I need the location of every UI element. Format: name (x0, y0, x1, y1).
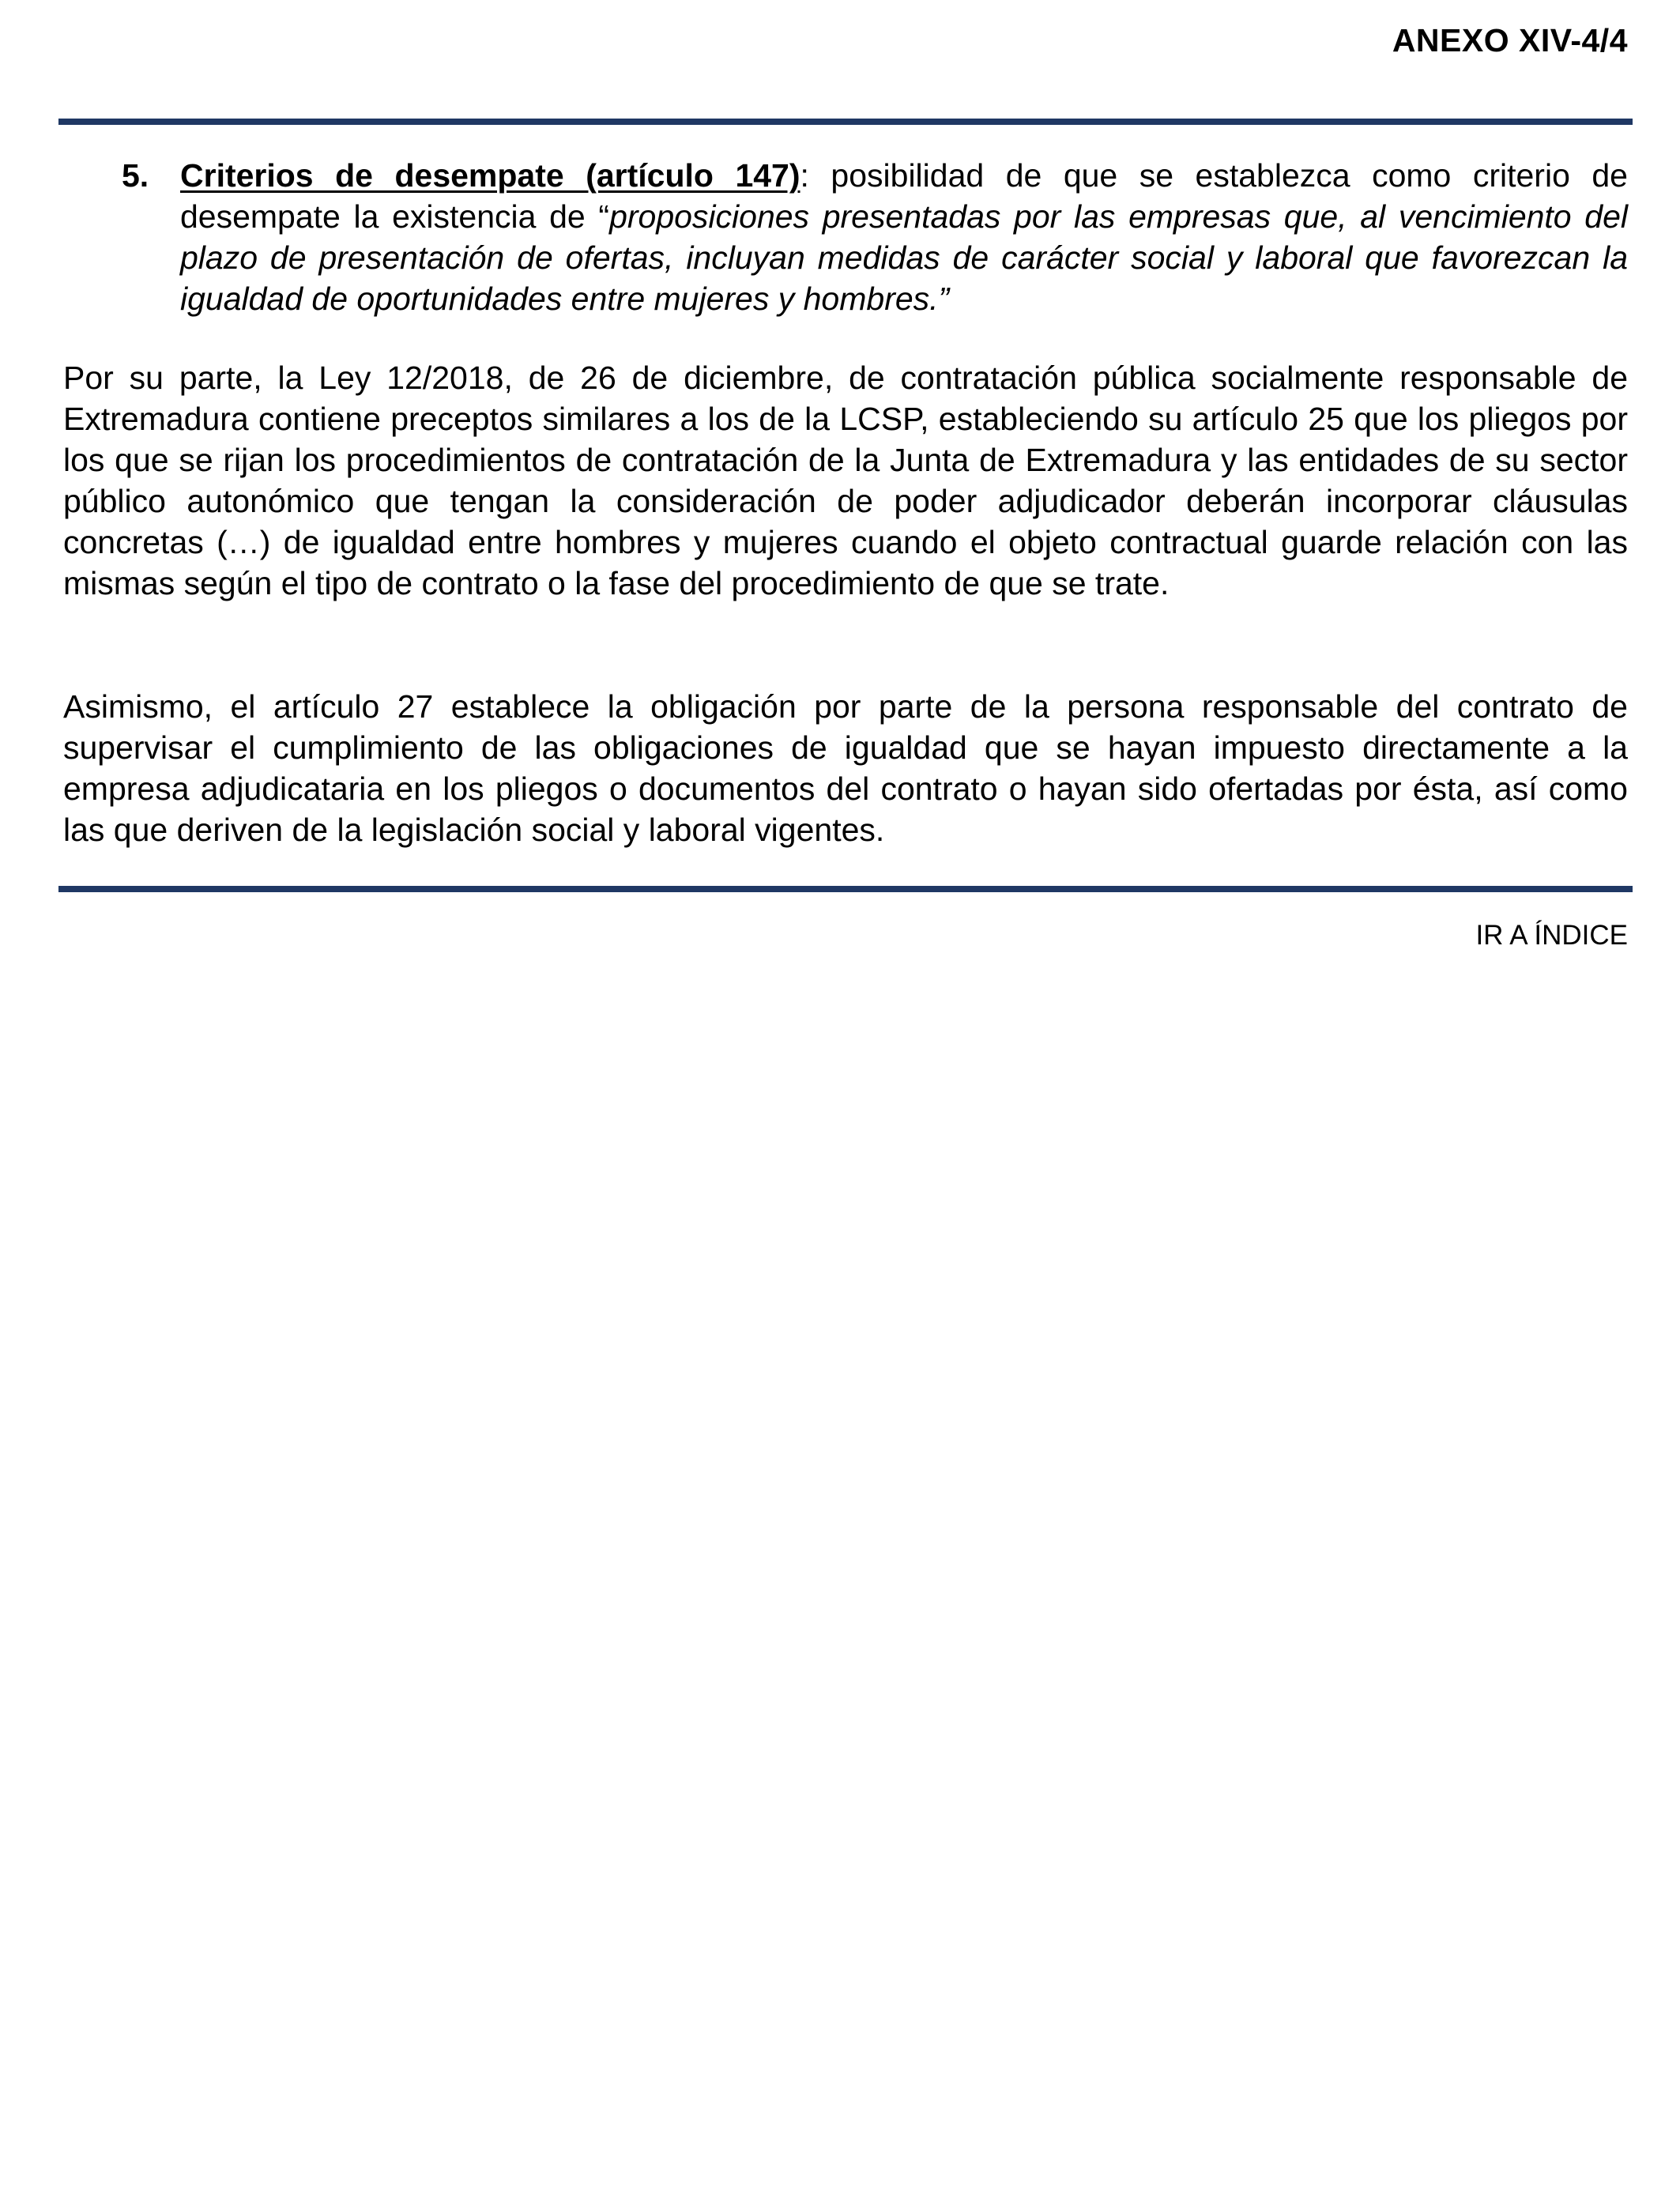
index-link[interactable]: IR A ÍNDICE (1475, 920, 1628, 951)
list-item-body (180, 155, 1628, 319)
list-item-quote: proposiciones presentadas por las empresas que, al vencimiento del plazo de presentación de ofertas, incluyan medidas de carácter social y laboral que favorezcan la igualdad de oportunidades entre mujeres y hombres.” (180, 198, 1628, 317)
header-rule (58, 119, 1633, 125)
list-item-number: 5. (122, 157, 149, 194)
paragraph-ley-12-2018: Por su parte, la Ley 12/2018, de 26 de diciembre, de contratación pública socialmente responsable de Extremadura contiene preceptos similares a los de la LCSP, estableciendo su artículo 25 que los pliegos por los que se rijan los procedimientos de contratación de la Junta de Extremadura y las entidades de su sector público autonómico que tengan la consideración de poder adjudicador deberán incorporar cláusulas concretas (…) de igualdad entre hombres y mujeres cuando el objeto contractual guarde relación con las mismas según el tipo de contrato o la fase del procedimiento de que se trate. (63, 360, 1628, 601)
annex-title: ANEXO XIV-4/4 (1392, 22, 1628, 58)
list-item-criterios-desempate (63, 155, 1628, 319)
list-item-colon: : (800, 157, 809, 194)
footer-rule (58, 886, 1633, 892)
list-item-text: posibilidad de que se establezca como criterio de desempate la existencia de “ (180, 157, 1628, 235)
list-item-heading: Criterios de desempate (artículo 147) (180, 157, 800, 194)
paragraph-articulo-27: Asimismo, el artículo 27 establece la obligación por parte de la persona responsable del contrato de supervisar el cumplimiento de las obligaciones de igualdad que se hayan impuesto directamente a la empresa adjudicataria en los pliegos o documentos del contrato o hayan sido ofertadas por ésta, así como las que deriven de la legislación social y laboral vigentes. (63, 688, 1628, 848)
